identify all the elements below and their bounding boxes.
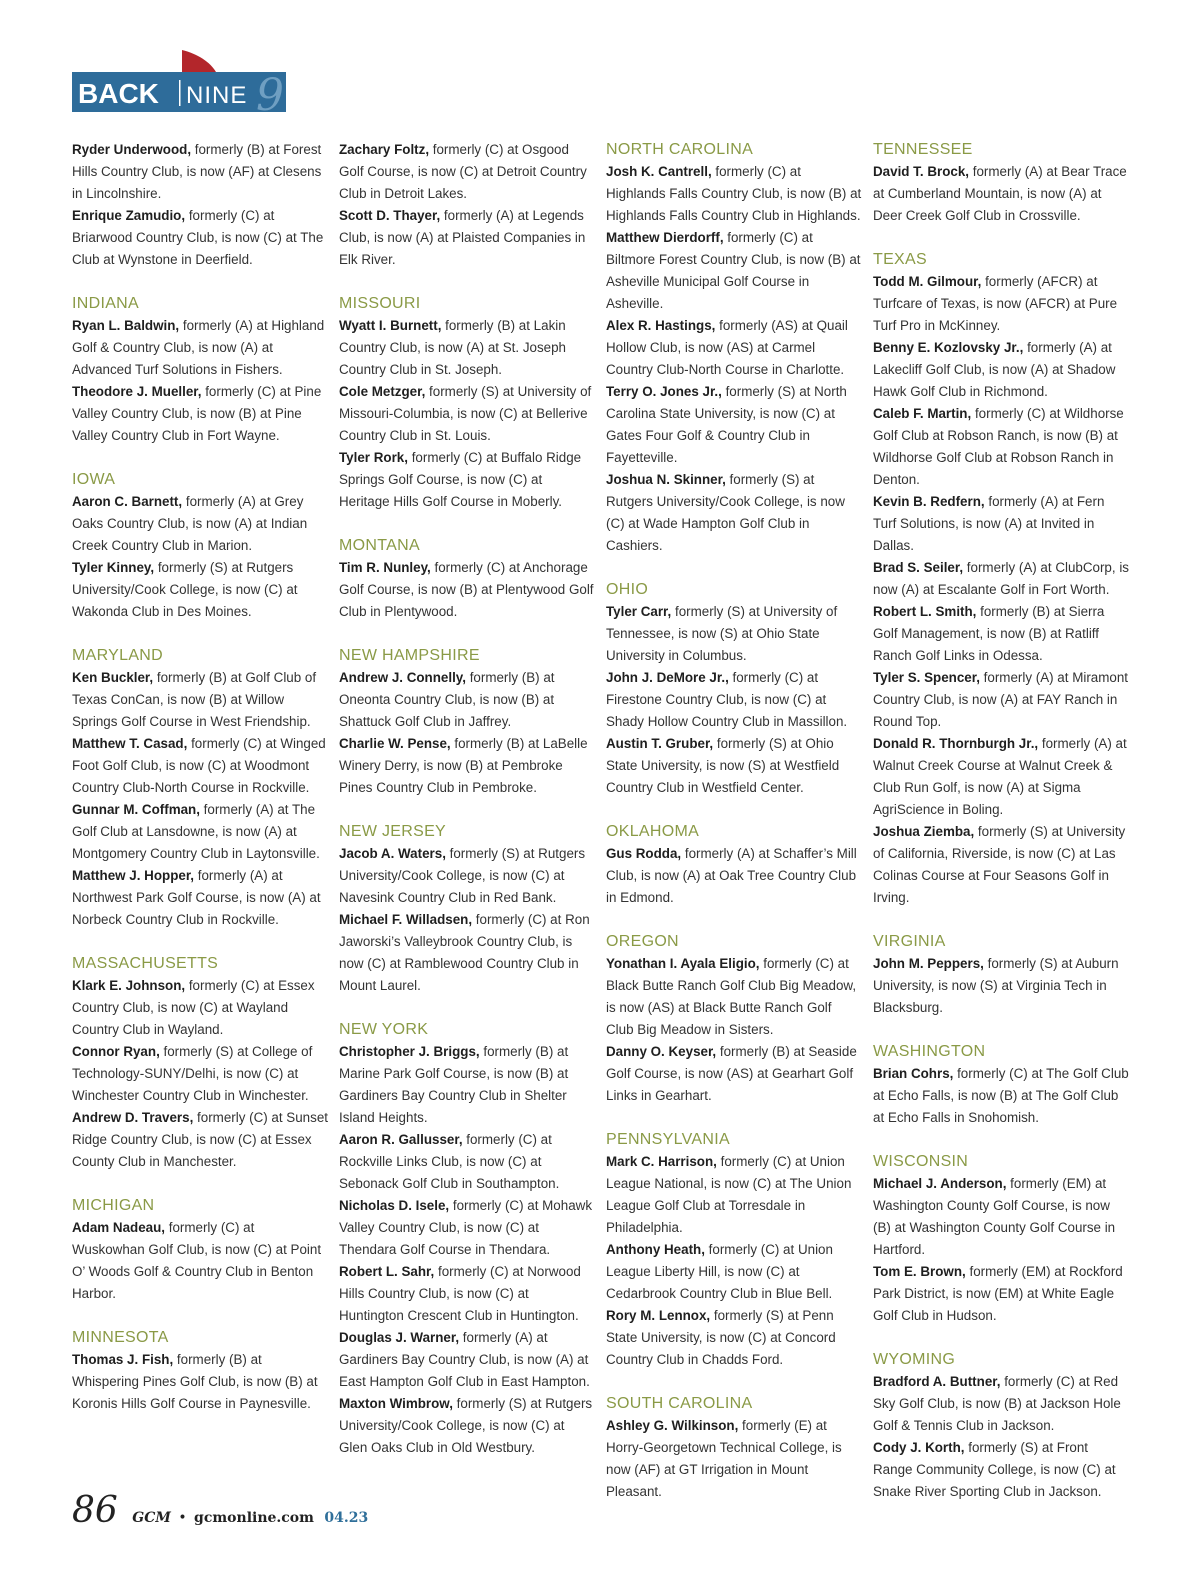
appointment-entry bbox=[606, 227, 862, 315]
person-name: Andrew D. Travers, bbox=[72, 1110, 194, 1125]
person-name: John J. DeMore Jr., bbox=[606, 670, 729, 685]
appointment-details: formerly (S) at Rutgers University/Cook College, is now (C) at Navesink Country Club in Red Bank. bbox=[339, 846, 586, 905]
person-name: Nicholas D. Isele, bbox=[339, 1198, 450, 1213]
state-section bbox=[72, 1195, 328, 1305]
state-section bbox=[339, 821, 595, 997]
person-name: Theodore J. Mueller, bbox=[72, 384, 202, 399]
appointment-details: formerly (S) at College of Technology-SUNY/Delhi, is now (C) at Winchester Country Club in Winchester. bbox=[72, 1044, 313, 1103]
person-name: Josh K. Cantrell, bbox=[606, 164, 712, 179]
appointment-details: formerly (B) at Lakin Country Club, is now (A) at St. Joseph Country Club in St. Joseph. bbox=[339, 318, 566, 377]
state-heading: WYOMING bbox=[873, 1351, 956, 1368]
person-name: Robert L. Smith, bbox=[873, 604, 977, 619]
appointment-entry bbox=[606, 1305, 862, 1371]
appointment-details: formerly (S) at University of California, Riverside, is now (C) at Las Colinas Course at Four Seasons Golf in Irving. bbox=[873, 824, 1126, 905]
person-name: Terry O. Jones Jr., bbox=[606, 384, 722, 399]
appointment-details: formerly (C) at Wuskowhan Golf Club, is now (C) at Point O’ Woods Golf & Country Club in Benton Harbor. bbox=[72, 1220, 322, 1301]
appointment-entry bbox=[873, 403, 1129, 491]
appointment-details: formerly (B) at Seaside Golf Course, is now (AS) at Gearhart Golf Links in Gearhart. bbox=[606, 1044, 857, 1103]
appointment-details: formerly (A) at Miramont Country Club, is now (A) at FAY Ranch in Round Top. bbox=[873, 670, 1128, 729]
person-name: Matthew Dierdorff, bbox=[606, 230, 724, 245]
appointment-entry bbox=[339, 315, 595, 381]
person-name: Tim R. Nunley, bbox=[339, 560, 431, 575]
appointment-entry bbox=[606, 161, 862, 227]
state-section bbox=[339, 139, 595, 271]
state-heading: OHIO bbox=[606, 581, 649, 598]
appointment-entry bbox=[72, 381, 328, 447]
column-1 bbox=[72, 139, 328, 1437]
footer-separator: • bbox=[178, 1510, 187, 1526]
appointment-details: formerly (S) at University of Tennessee, is now (S) at Ohio State University in Columbus. bbox=[606, 604, 838, 663]
appointment-details: formerly (A) at The Golf Club at Lansdowne, is now (A) at Montgomery Country Club in Laytonsville. bbox=[72, 802, 320, 861]
appointment-entry bbox=[72, 733, 328, 799]
appointment-details: formerly (S) at Penn State University, is now (C) at Concord Country Club in Chadds Ford. bbox=[606, 1308, 836, 1367]
appointment-entry bbox=[606, 1415, 862, 1503]
page-number: 86 bbox=[72, 1490, 118, 1531]
appointment-entry bbox=[72, 975, 328, 1041]
state-heading: WASHINGTON bbox=[873, 1043, 986, 1060]
state-heading: NEW HAMPSHIRE bbox=[339, 647, 480, 664]
person-name: Thomas J. Fish, bbox=[72, 1352, 174, 1367]
appointment-entry bbox=[606, 1239, 862, 1305]
state-section bbox=[339, 1019, 595, 1459]
state-heading: INDIANA bbox=[72, 295, 139, 312]
person-name: Todd M. Gilmour, bbox=[873, 274, 982, 289]
person-name: Gunnar M. Coffman, bbox=[72, 802, 200, 817]
person-name: Douglas J. Warner, bbox=[339, 1330, 460, 1345]
state-section bbox=[873, 139, 1129, 227]
appointment-details: formerly (S) at North Carolina State University, is now (C) at Gates Four Golf & Country Club in Fayetteville. bbox=[606, 384, 847, 465]
state-heading: SOUTH CAROLINA bbox=[606, 1395, 753, 1412]
appointment-entry bbox=[72, 667, 328, 733]
appointment-entry bbox=[606, 843, 862, 909]
appointment-entry bbox=[339, 381, 595, 447]
person-name: Gus Rodda, bbox=[606, 846, 682, 861]
state-section bbox=[606, 931, 862, 1107]
person-name: Adam Nadeau, bbox=[72, 1220, 166, 1235]
appointment-entry bbox=[873, 1063, 1129, 1129]
appointment-details: formerly (A) at Lakecliff Golf Club, is now (A) at Shadow Hawk Golf Club in Richmond. bbox=[873, 340, 1116, 399]
appointments-columns bbox=[72, 139, 1132, 1499]
state-heading: PENNSYLVANIA bbox=[606, 1131, 730, 1148]
appointment-details: formerly (A) at ClubCorp, is now (A) at Escalante Golf in Fort Worth. bbox=[873, 560, 1129, 597]
back-nine-logo-graphic bbox=[72, 48, 286, 112]
appointment-details: formerly (C) at Union League Liberty Hill, is now (C) at Cedarbrook Country Club in Blue Bell. bbox=[606, 1242, 833, 1301]
appointment-details: formerly (A) at Northwest Park Golf Course, is now (A) at Norbeck Country Club in Rockville. bbox=[72, 868, 321, 927]
appointment-entry bbox=[873, 1261, 1129, 1327]
person-name: Michael F. Willadsen, bbox=[339, 912, 473, 927]
appointment-entry bbox=[873, 557, 1129, 601]
person-name: Brian Cohrs, bbox=[873, 1066, 954, 1081]
state-heading: TEXAS bbox=[873, 251, 927, 268]
appointment-entry bbox=[339, 843, 595, 909]
appointment-entry bbox=[339, 1393, 595, 1459]
person-name: Robert L. Sahr, bbox=[339, 1264, 435, 1279]
appointment-entry bbox=[606, 469, 862, 557]
state-heading: OREGON bbox=[606, 933, 679, 950]
state-section bbox=[873, 1041, 1129, 1129]
appointment-details: formerly (S) at Rutgers University/Cook College, is now (C) at Glen Oaks Club in Old Westbury. bbox=[339, 1396, 593, 1455]
person-name: Wyatt I. Burnett, bbox=[339, 318, 442, 333]
state-section bbox=[606, 579, 862, 799]
appointment-details: formerly (C) at Wildhorse Golf Club at Robson Ranch, is now (B) at Wildhorse Golf Club at Robson Ranch in Denton. bbox=[873, 406, 1124, 487]
logo-divider bbox=[179, 80, 181, 106]
appointment-details: formerly (A) at Fern Turf Solutions, is now (A) at Invited in Dallas. bbox=[873, 494, 1105, 553]
appointment-details: formerly (C) at Pine Valley Country Club, is now (B) at Pine Valley Country Club in Fort Wayne. bbox=[72, 384, 322, 443]
appointment-details: formerly (C) at Anchorage Golf Course, is now (B) at Plentywood Golf Club in Plentywood. bbox=[339, 560, 594, 619]
appointment-entry bbox=[606, 667, 862, 733]
appointment-entry bbox=[339, 1195, 595, 1261]
appointment-entry bbox=[606, 601, 862, 667]
state-section bbox=[873, 1349, 1129, 1503]
person-name: Donald R. Thornburgh Jr., bbox=[873, 736, 1039, 751]
person-name: Aaron R. Gallusser, bbox=[339, 1132, 463, 1147]
state-section bbox=[606, 821, 862, 909]
appointment-entry bbox=[606, 733, 862, 799]
appointment-details: formerly (S) at University of Missouri-Columbia, is now (C) at Bellerive Country Club in St. Louis. bbox=[339, 384, 592, 443]
appointment-entry bbox=[339, 909, 595, 997]
appointment-entry bbox=[873, 821, 1129, 909]
appointment-entry bbox=[339, 1261, 595, 1327]
appointment-entry bbox=[606, 315, 862, 381]
person-name: Joshua Ziemba, bbox=[873, 824, 975, 839]
state-section bbox=[339, 293, 595, 513]
state-heading: MONTANA bbox=[339, 537, 420, 554]
appointment-details: formerly (C) at The Golf Club at Echo Falls, is now (B) at The Golf Club at Echo Falls in Snohomish. bbox=[873, 1066, 1129, 1125]
appointment-details: formerly (S) at Rutgers University/Cook College, is now (C) at Wakonda Club in Des Moines. bbox=[72, 560, 298, 619]
appointment-entry bbox=[72, 491, 328, 557]
page-footer bbox=[72, 1490, 368, 1530]
state-section bbox=[339, 535, 595, 623]
appointment-details: formerly (C) at Biltmore Forest Country Club, is now (B) at Asheville Municipal Golf Course in Asheville. bbox=[606, 230, 861, 311]
appointment-details: formerly (S) at Ohio State University, is now (S) at Westfield Country Club in Westfield Center. bbox=[606, 736, 840, 795]
appointment-details: formerly (A) at Schaffer’s Mill Club, is now (A) at Oak Tree Country Club in Edmond. bbox=[606, 846, 857, 905]
appointment-details: formerly (B) at Marine Park Golf Course, is now (B) at Gardiners Bay Country Club in Shelter Island Heights. bbox=[339, 1044, 569, 1125]
appointment-details: formerly (A) at Gardiners Bay Country Club, is now (A) at East Hampton Golf Club in East Hampton. bbox=[339, 1330, 590, 1389]
person-name: Ryder Underwood, bbox=[72, 142, 192, 157]
appointment-details: formerly (C) at Winged Foot Golf Club, is now (C) at Woodmont Country Club-North Course in Rockville. bbox=[72, 736, 326, 795]
state-section bbox=[606, 1393, 862, 1503]
state-section bbox=[72, 645, 328, 931]
state-heading: MASSACHUSETTS bbox=[72, 955, 219, 972]
appointment-details: formerly (A) at Grey Oaks Country Club, is now (A) at Indian Creek Country Club in Marion. bbox=[72, 494, 308, 553]
appointment-details: formerly (B) at Golf Club of Texas ConCan, is now (B) at Willow Springs Golf Course in West Friendship. bbox=[72, 670, 317, 729]
person-name: Aaron C. Barnett, bbox=[72, 494, 183, 509]
person-name: Danny O. Keyser, bbox=[606, 1044, 717, 1059]
appointment-entry bbox=[873, 601, 1129, 667]
issue-date: 04.23 bbox=[324, 1510, 369, 1526]
appointment-entry bbox=[873, 667, 1129, 733]
person-name: John M. Peppers, bbox=[873, 956, 984, 971]
state-heading: VIRGINIA bbox=[873, 933, 946, 950]
appointment-details: formerly (EM) at Rockford Park District, is now (EM) at White Eagle Golf Club in Hudson. bbox=[873, 1264, 1123, 1323]
appointment-details: formerly (C) at Union League National, is now (C) at The Union League Golf Club at Torresdale in Philadelphia. bbox=[606, 1154, 852, 1235]
person-name: David T. Brock, bbox=[873, 164, 969, 179]
appointment-details: formerly (EM) at Washington County Golf Course, is now (B) at Washington County Golf Course in Hartford. bbox=[873, 1176, 1116, 1257]
person-name: Klark E. Johnson, bbox=[72, 978, 186, 993]
appointment-details: formerly (B) at Sierra Golf Management, is now (B) at Ratliff Ranch Golf Links in Odessa. bbox=[873, 604, 1105, 663]
website-link[interactable]: gcmonline.com bbox=[194, 1510, 314, 1526]
appointment-details: formerly (B) at Whispering Pines Golf Club, is now (B) at Koronis Hills Golf Course in Paynesville. bbox=[72, 1352, 318, 1411]
appointment-entry bbox=[873, 1371, 1129, 1437]
appointment-entry bbox=[873, 491, 1129, 557]
person-name: Zachary Foltz, bbox=[339, 142, 430, 157]
person-name: Mark C. Harrison, bbox=[606, 1154, 717, 1169]
person-name: Yonathan I. Ayala Eligio, bbox=[606, 956, 760, 971]
appointment-entry bbox=[339, 557, 595, 623]
appointment-details: formerly (B) at Forest Hills Country Club, is now (AF) at Clesens in Lincolnshire. bbox=[72, 142, 322, 201]
appointment-entry bbox=[606, 381, 862, 469]
state-section bbox=[72, 469, 328, 623]
person-name: Tyler Rork, bbox=[339, 450, 408, 465]
appointment-entry bbox=[72, 315, 328, 381]
state-section bbox=[873, 1151, 1129, 1327]
person-name: Charlie W. Pense, bbox=[339, 736, 451, 751]
state-section bbox=[873, 249, 1129, 909]
person-name: Tyler Kinney, bbox=[72, 560, 155, 575]
appointment-entry bbox=[339, 733, 595, 799]
state-heading: OKLAHOMA bbox=[606, 823, 700, 840]
appointment-entry bbox=[339, 205, 595, 271]
state-heading: TENNESSEE bbox=[873, 141, 973, 158]
appointment-entry bbox=[339, 667, 595, 733]
appointment-entry bbox=[72, 865, 328, 931]
appointment-entry bbox=[873, 1173, 1129, 1261]
person-name: Austin T. Gruber, bbox=[606, 736, 714, 751]
person-name: Jacob A. Waters, bbox=[339, 846, 446, 861]
appointment-details: formerly (S) at Rutgers University/Cook College, is now (C) at Wade Hampton Golf Club in Cashiers. bbox=[606, 472, 845, 553]
appointment-details: formerly (C) at Essex Country Club, is now (C) at Wayland Country Club in Wayland. bbox=[72, 978, 315, 1037]
person-name: Matthew J. Hopper, bbox=[72, 868, 195, 883]
appointment-details: formerly (C) at Highlands Falls Country Club, is now (B) at Highlands Falls Country Club in Highlands. bbox=[606, 164, 862, 223]
person-name: Bradford A. Buttner, bbox=[873, 1374, 1001, 1389]
person-name: Ashley G. Wilkinson, bbox=[606, 1418, 739, 1433]
appointment-entry bbox=[873, 1437, 1129, 1503]
appointment-details: formerly (A) at Bear Trace at Cumberland Mountain, is now (A) at Deer Creek Golf Club in Crossville. bbox=[873, 164, 1127, 223]
state-heading: NEW JERSEY bbox=[339, 823, 447, 840]
state-heading: WISCONSIN bbox=[873, 1153, 969, 1170]
state-section bbox=[72, 953, 328, 1173]
logo-nine-text: NINE bbox=[186, 82, 248, 109]
state-heading: MARYLAND bbox=[72, 647, 164, 664]
appointment-entry bbox=[606, 1041, 862, 1107]
appointment-entry bbox=[339, 447, 595, 513]
appointment-entry bbox=[339, 1129, 595, 1195]
state-heading: NORTH CAROLINA bbox=[606, 141, 754, 158]
appointment-details: formerly (S) at Front Range Community College, is now (C) at Snake River Sporting Club in Jackson. bbox=[873, 1440, 1116, 1499]
appointment-details: formerly (B) at LaBelle Winery Derry, is now (B) at Pembroke Pines Country Club in Pembroke. bbox=[339, 736, 588, 795]
logo-red-flag bbox=[182, 50, 216, 72]
magazine-name: GCM bbox=[132, 1510, 171, 1526]
appointment-details: formerly (C) at Ron Jaworski’s Valleybrook Country Club, is now (C) at Ramblewood Country Club in Mount Laurel. bbox=[339, 912, 590, 993]
person-name: Caleb F. Martin, bbox=[873, 406, 972, 421]
appointment-details: formerly (AS) at Quail Hollow Club, is now (AS) at Carmel Country Club-North Course in Charlotte. bbox=[606, 318, 848, 377]
person-name: Matthew T. Casad, bbox=[72, 736, 188, 751]
appointment-details: formerly (C) at Black Butte Ranch Golf Club Big Meadow, is now (AS) at Black Butte Ranch Golf Club Big Meadow in Sisters. bbox=[606, 956, 857, 1037]
appointment-entry bbox=[339, 1041, 595, 1129]
appointment-entry bbox=[72, 557, 328, 623]
state-heading: MICHIGAN bbox=[72, 1197, 155, 1214]
appointment-details: formerly (A) at Legends Club, is now (A) at Plaisted Companies in Elk River. bbox=[339, 208, 586, 267]
person-name: Rory M. Lennox, bbox=[606, 1308, 711, 1323]
state-section bbox=[72, 139, 328, 271]
appointment-entry bbox=[873, 271, 1129, 337]
state-section bbox=[606, 139, 862, 557]
appointment-details: formerly (AFCR) at Turfcare of Texas, is now (AFCR) at Pure Turf Pro in McKinney. bbox=[873, 274, 1118, 333]
appointment-details: formerly (C) at Norwood Hills Country Club, is now (C) at Huntington Crescent Club in Huntington. bbox=[339, 1264, 581, 1323]
appointment-details: formerly (C) at Firestone Country Club, is now (C) at Shady Hollow Country Club in Massillon. bbox=[606, 670, 848, 729]
appointment-details: formerly (C) at Mohawk Valley Country Club, is now (C) at Thendara Golf Course in Thendara. bbox=[339, 1198, 593, 1257]
appointment-entry bbox=[72, 1041, 328, 1107]
appointment-entry bbox=[606, 1151, 862, 1239]
person-name: Andrew J. Connelly, bbox=[339, 670, 466, 685]
appointment-details: formerly (E) at Horry-Georgetown Technical College, is now (AF) at GT Irrigation in Mount Pleasant. bbox=[606, 1418, 842, 1499]
person-name: Cole Metzger, bbox=[339, 384, 426, 399]
appointment-entry bbox=[72, 1107, 328, 1173]
state-heading: MINNESOTA bbox=[72, 1329, 169, 1346]
appointment-entry bbox=[873, 337, 1129, 403]
person-name: Scott D. Thayer, bbox=[339, 208, 441, 223]
state-section bbox=[339, 645, 595, 799]
appointment-entry bbox=[339, 1327, 595, 1393]
person-name: Michael J. Anderson, bbox=[873, 1176, 1007, 1191]
appointment-entry bbox=[873, 953, 1129, 1019]
person-name: Brad S. Seiler, bbox=[873, 560, 964, 575]
state-heading: IOWA bbox=[72, 471, 116, 488]
back-nine-logo bbox=[72, 48, 286, 112]
appointment-details: formerly (S) at Auburn University, is now (S) at Virginia Tech in Blacksburg. bbox=[873, 956, 1119, 1015]
person-name: Joshua N. Skinner, bbox=[606, 472, 726, 487]
person-name: Kevin B. Redfern, bbox=[873, 494, 985, 509]
person-name: Christopher J. Briggs, bbox=[339, 1044, 480, 1059]
person-name: Tyler S. Spencer, bbox=[873, 670, 980, 685]
state-section bbox=[873, 931, 1129, 1019]
column-4 bbox=[873, 139, 1129, 1525]
person-name: Tom E. Brown, bbox=[873, 1264, 966, 1279]
appointment-details: formerly (A) at Highland Golf & Country Club, is now (A) at Advanced Turf Solutions in Fishers. bbox=[72, 318, 325, 377]
person-name: Enrique Zamudio, bbox=[72, 208, 186, 223]
person-name: Ryan L. Baldwin, bbox=[72, 318, 180, 333]
person-name: Maxton Wimbrow, bbox=[339, 1396, 453, 1411]
state-section bbox=[72, 1327, 328, 1415]
person-name: Benny E. Kozlovsky Jr., bbox=[873, 340, 1024, 355]
state-section bbox=[72, 293, 328, 447]
person-name: Anthony Heath, bbox=[606, 1242, 705, 1257]
column-2 bbox=[339, 139, 595, 1481]
column-3 bbox=[606, 139, 862, 1525]
person-name: Tyler Carr, bbox=[606, 604, 672, 619]
appointment-entry bbox=[72, 1349, 328, 1415]
appointment-entry bbox=[72, 799, 328, 865]
appointment-details: formerly (C) at Sunset Ridge Country Club, is now (C) at Essex County Club in Manchester. bbox=[72, 1110, 328, 1169]
appointment-entry bbox=[606, 953, 862, 1041]
state-heading: MISSOURI bbox=[339, 295, 421, 312]
person-name: Cody J. Korth, bbox=[873, 1440, 965, 1455]
appointment-details: formerly (C) at Rockville Links Club, is now (C) at Sebonack Golf Club in Southampton. bbox=[339, 1132, 560, 1191]
state-heading: NEW YORK bbox=[339, 1021, 429, 1038]
person-name: Alex R. Hastings, bbox=[606, 318, 716, 333]
appointment-details: formerly (B) at Oneonta Country Club, is now (B) at Shattuck Golf Club in Jaffrey. bbox=[339, 670, 555, 729]
state-section bbox=[606, 1129, 862, 1371]
appointment-details: formerly (C) at Osgood Golf Course, is now (C) at Detroit Country Club in Detroit Lakes. bbox=[339, 142, 587, 201]
appointment-details: formerly (C) at Red Sky Golf Club, is now (B) at Jackson Hole Golf & Tennis Club in Jackson. bbox=[873, 1374, 1121, 1433]
logo-back-text: BACK bbox=[78, 78, 159, 109]
appointment-details: formerly (C) at Buffalo Ridge Springs Golf Course, is now (C) at Heritage Hills Golf Course in Moberly. bbox=[339, 450, 582, 509]
appointment-details: formerly (A) at Walnut Creek Course at Walnut Creek & Club Run Golf, is now (A) at Sigma AgriScience in Boling. bbox=[873, 736, 1127, 817]
appointment-details: formerly (C) at Briarwood Country Club, is now (C) at The Club at Wynstone in Deerfield. bbox=[72, 208, 324, 267]
appointment-entry bbox=[873, 161, 1129, 227]
appointment-entry bbox=[72, 1217, 328, 1305]
appointment-entry bbox=[72, 205, 328, 271]
person-name: Ken Buckler, bbox=[72, 670, 154, 685]
appointment-entry bbox=[339, 139, 595, 205]
logo-nine-digit: 9 bbox=[256, 70, 284, 112]
person-name: Connor Ryan, bbox=[72, 1044, 160, 1059]
appointment-entry bbox=[873, 733, 1129, 821]
appointment-entry bbox=[72, 139, 328, 205]
